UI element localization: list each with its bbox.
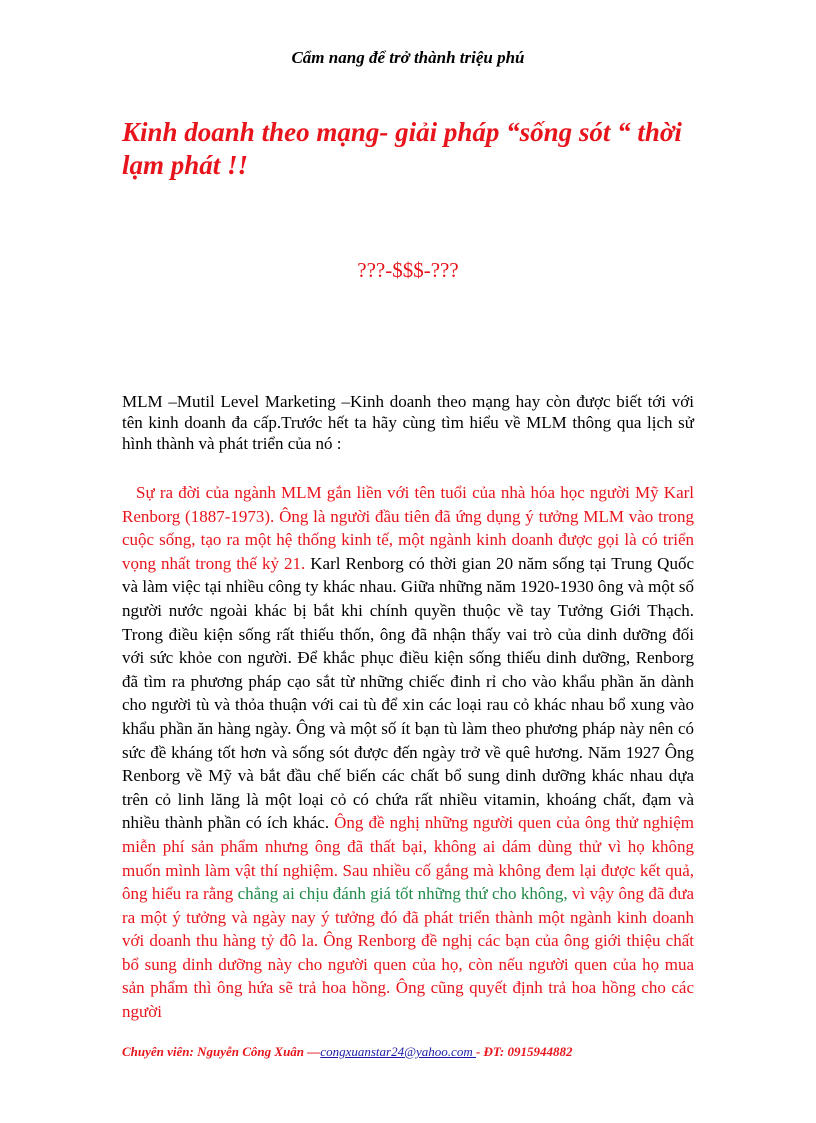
page-footer	[122, 1044, 742, 1060]
body-red-text-2: Ông đề nghị những người quen của ông thử nghiệm miễn phí sản phẩm nhưng ông đã thất bại, không ai dám dùng thử vì họ không muốn mình làm vật thí nghiệm. Sau nhiều cố gắng mà không đem lại được kết quả, ông hiểu ra rằng	[122, 813, 694, 904]
body-green-text: chẳng ai chịu đánh giá tốt những thứ cho không,	[237, 884, 568, 904]
article-title: Kinh doanh theo mạng- giải pháp “sống sót “ thời lạm phát !!	[122, 117, 682, 180]
page-header: Cẩm nang để trở thành triệu phú	[291, 48, 525, 67]
body-black-text: Karl Renborg có thời gian 20 năm sống tại Trung Quốc và làm việc tại nhiều công ty khác nhau. Giữa những năm 1920-1930 ông và một số người nước ngoài khác bị bắt khi chính quyền thuộc về tay Tưởng Giới Thạch. Trong điều kiện sống rất thiếu thốn, ông đã nhận thấy vai trò của dinh dưỡng đối với sức khỏe con người. Để khắc phục điều kiện sống thiếu dinh dưỡng, Renborg đã tìm ra phương pháp cạo sắt từ những chiếc đinh rỉ cho vào khẩu phần ăn dành cho người tù và thỏa thuận với cai tù để xin các loại rau cỏ khác nhau bổ xung vào khẩu phần ăn hàng ngày. Ông và một số ít bạn tù làm theo phương pháp này nên có sức đề kháng tốt hơn và sống sót được đến ngày trở về quê hương. Năm 1927 Ông Renborg về Mỹ và bắt đầu chế biến các chất bổ sung dinh dưỡng khác nhau dựa trên cỏ linh lăng là một loại cỏ có chứa rất nhiều vitamin, khoáng chất, đạm và nhiều thành phần có ích khác.	[122, 553, 694, 833]
body-paragraph	[122, 481, 694, 1024]
body-red-text-3: vì vậy ông đã đưa ra một ý tưởng và ngày nay ý tưởng đó đã phát triển thành một ngành kinh doanh với doanh thu hàng tỷ đô la. Ông Renborg đề nghị các bạn của ông giới thiệu chất bổ sung dinh dưỡng này cho người quen của họ, còn nếu người quen của họ mua sản phẩm thì ông hứa sẽ trả hoa hồng. Ông cũng quyết định trả hoa hồng cho các người	[122, 884, 694, 1022]
footer-email-link[interactable]: congxuanstar24@yahoo.com	[320, 1044, 476, 1059]
footer-author: Chuyên viên: Nguyễn Công Xuân —	[122, 1044, 321, 1059]
article-subtitle: ???-$$$-???	[357, 258, 459, 282]
body-red-text-1: Sự ra đời của ngành MLM gắn liền với tên tuổi của nhà hóa học người Mỹ Karl Renborg (1887-1973). Ông là người đầu tiên đã ứng dụng ý tưởng MLM vào trong cuộc sống, tạo ra một hệ thống kinh tế, một ngành kinh doanh được gọi là có triển vọng nhất trong thế kỷ 21.	[122, 483, 694, 573]
intro-paragraph: MLM –Mutil Level Marketing –Kinh doanh theo mạng hay còn được biết tới với tên kinh doanh đa cấp.Trước hết ta hãy cùng tìm hiểu về MLM thông qua lịch sử hình thành và phát triển của nó :	[122, 392, 694, 453]
footer-phone: - ĐT: 0915944882	[475, 1044, 573, 1059]
